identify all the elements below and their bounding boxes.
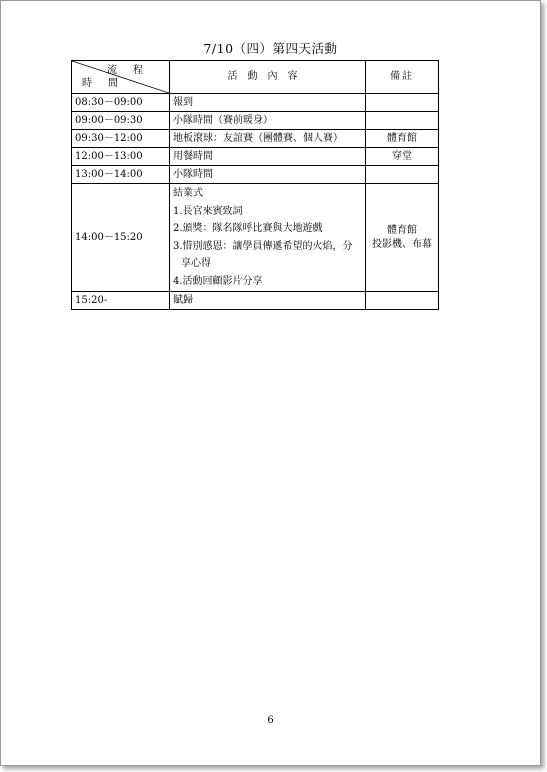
content-cell: 地板滾球：友誼賽（團體賽、個人賽）	[170, 130, 366, 148]
content-cell-multiline	[170, 184, 366, 292]
page-number: 6	[267, 715, 274, 726]
time-cell: 09:30－12:00	[72, 130, 170, 148]
table-row	[72, 94, 439, 112]
table-row	[72, 166, 439, 184]
content-cell: 報到	[170, 94, 366, 112]
content-cell: 小隊時間（賽前暖身）	[170, 112, 366, 130]
note-cell	[366, 166, 439, 184]
schedule-table	[71, 60, 439, 310]
time-cell: 13:00－14:00	[72, 166, 170, 184]
note-cell	[366, 292, 439, 310]
note-cell	[366, 112, 439, 130]
note-line: 體育館	[387, 224, 417, 236]
header-time: 時間	[82, 78, 134, 89]
content-cell: 賦歸	[170, 292, 366, 310]
time-cell: 12:00－13:00	[72, 148, 170, 166]
time-cell: 08:30－09:00	[72, 94, 170, 112]
content-line: 4.活動回顧影片分享	[173, 275, 263, 287]
content-line: 結業式	[173, 188, 203, 199]
time-cell: 14:00－15:20	[72, 184, 170, 292]
note-cell: 穿堂	[366, 148, 439, 166]
content-line: 1.長官來賓致詞	[173, 205, 243, 217]
time-cell: 09:00－09:30	[72, 112, 170, 130]
diagonal-header-cell	[72, 61, 170, 94]
content-line: 享心得	[181, 258, 211, 269]
content-line: 2.頒獎：隊名隊呼比賽與大地遊戲	[173, 223, 323, 234]
time-cell: 15:20-	[72, 292, 170, 310]
table-row	[72, 112, 439, 130]
note-line: 投影機、布幕	[372, 238, 432, 250]
table-row	[72, 292, 439, 310]
table-row	[72, 130, 439, 148]
content-cell: 小隊時間	[170, 166, 366, 184]
header-flow: 流程	[107, 65, 159, 76]
content-line: 3.惜別感恩：讓學員傳遞希望的火焰，分	[173, 240, 353, 252]
note-cell-multiline	[366, 184, 439, 292]
content-cell: 用餐時間	[170, 148, 366, 166]
table-header-row	[72, 61, 439, 94]
table-row	[72, 148, 439, 166]
note-cell: 體育館	[366, 130, 439, 148]
table-row-closing	[72, 184, 439, 292]
page-title: 7/10（四）第四天活動	[203, 41, 338, 56]
header-content: 活動內容	[170, 61, 366, 94]
note-cell	[366, 94, 439, 112]
header-note: 備註	[366, 61, 439, 94]
